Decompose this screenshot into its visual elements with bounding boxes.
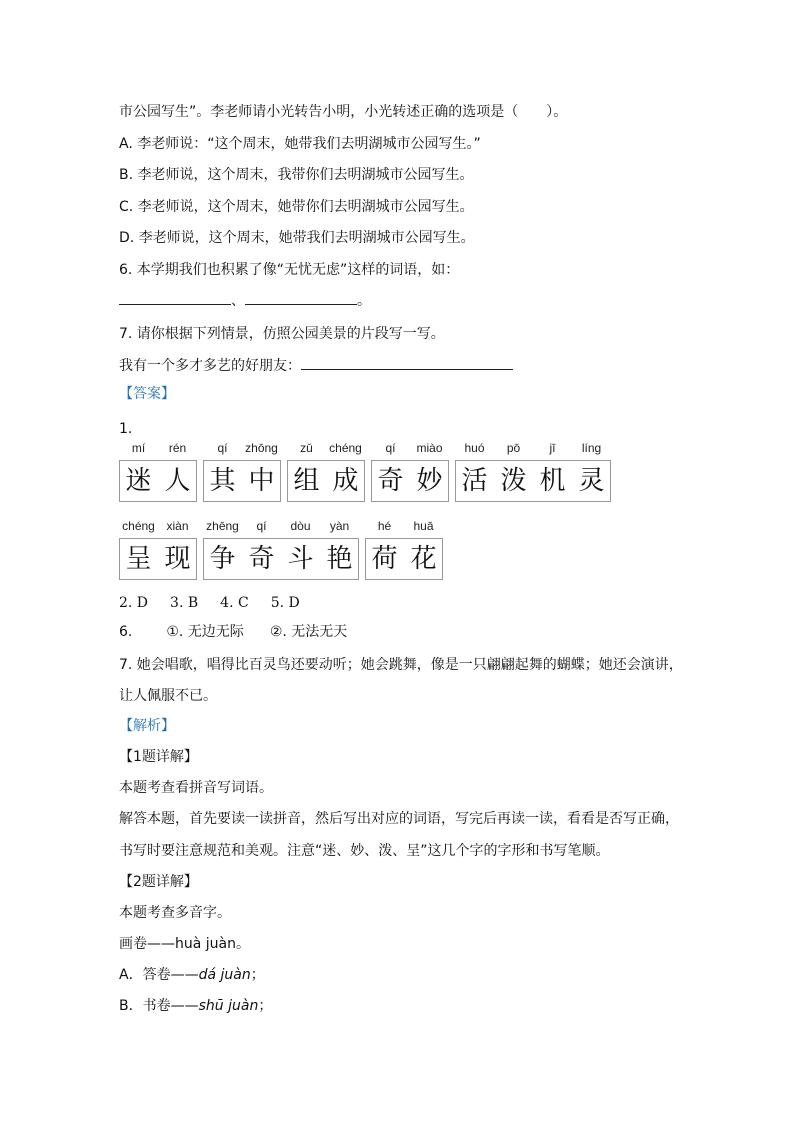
hanzi-char: 其 [209,466,236,496]
pinyin-label: miào [416,441,443,455]
char-cell [158,440,197,496]
word-group [119,518,197,574]
hanzi-char: 组 [293,466,320,496]
detail1-p1: 本题考查看拼音写词语。 [119,780,273,796]
word-group [203,440,281,496]
hanzi-char: 迷 [125,466,152,496]
q7-prompt: 我有一个多才多艺的好朋友： [119,358,301,374]
option-a-end: ； [250,967,265,983]
char-cell [242,440,281,496]
word-group [455,440,611,496]
char-cell [326,440,365,496]
blank-end: 。 [357,293,371,309]
answer6-a: ①. 无边无际 [166,624,244,640]
q5-stem-tail: 市公园写生”。李老师请小光转告小明，小光转述正确的选项是（ ）。 [119,104,568,120]
char-cell [119,440,158,496]
q7-prompt-line [119,355,513,376]
char-cell [533,440,572,496]
pinyin-label: yàn [329,519,350,533]
char-cell [410,440,449,496]
option-a-pinyin: dá juàn [198,967,251,983]
char-cell [203,518,242,574]
word-group [287,440,365,496]
pinyin-label: líng [581,441,602,455]
pinyin-label: chéng [329,441,362,455]
answer-blank [301,355,513,370]
detail2-p4 [119,996,272,1016]
q5-option-d: D. 李老师说，这个周末，她带我们去明湖城市公园写生。 [119,230,475,246]
word-group [365,518,443,574]
detail2-p3 [119,965,265,985]
hanzi-char: 妙 [416,466,443,496]
q5-option-c: C. 李老师说，这个周末，她带你们去明湖城市公园写生。 [119,199,474,215]
char-cell [119,518,158,574]
answer-4: 4. C [220,595,249,611]
detail1-heading: 【1题详解】 [119,749,198,765]
option-a-text: A．答卷—— [119,967,199,983]
answer-3: 3. B [170,595,199,611]
pinyin-label: jī [549,441,556,455]
answer6 [119,622,347,642]
hanzi-char: 斗 [287,544,314,574]
answer7-line2: 让人佩服不已。 [119,688,217,704]
hanzi-char: 花 [410,544,437,574]
hanzi-char: 奇 [248,544,275,574]
pinyin-label: zǔ [300,441,313,455]
option-b-pinyin: shū juàn [198,998,259,1014]
hanzi-char: 呈 [125,544,152,574]
hanzi-char: 泼 [500,466,527,496]
pinyin-label: xiàn [166,519,189,533]
word-group [119,440,197,496]
answers-2-5 [119,593,300,613]
q5-option-a: A. 李老师说：“这个周末，她带我们去明湖城市公园写生。” [119,136,481,152]
detail1-p3: 书写时要注意规范和美观。注意“迷、妙、泼、呈”这几个字的字形和书写笔顺。 [119,843,610,859]
hanzi-char: 活 [461,466,488,496]
pinyin-label: zhēng [206,519,239,533]
answer-5: 5. D [270,595,300,611]
pinyin-label: qí [217,441,228,455]
char-cell [365,518,404,574]
char-cell [404,518,443,574]
pinyin-label: pō [506,441,521,455]
option-b-end: ； [258,998,273,1014]
hanzi-char: 现 [164,544,191,574]
pinyin-label: hé [377,519,392,533]
char-cell [455,440,494,496]
word-group [203,518,359,574]
pinyin-label: huā [413,519,434,533]
char-cell [242,518,281,574]
analysis-heading: 【解析】 [119,718,175,734]
char-cell [572,440,611,496]
char-cell [203,440,242,496]
hanzi-char: 艳 [326,544,353,574]
answer1-label: 1. [119,421,133,437]
q5-option-b: B. 李老师说，这个周末，我带你们去明湖城市公园写生。 [119,167,474,183]
pinyin-label: chéng [122,519,155,533]
hanzi-char: 成 [332,466,359,496]
hanzi-char: 争 [209,544,236,574]
pinyin-label: huó [464,441,485,455]
q7-stem: 7. 请你根据下列情景，仿照公园美景的片段写一写。 [119,326,445,342]
hanzi-char: 奇 [377,466,404,496]
char-cell [281,518,320,574]
hanzi-char: 机 [539,466,566,496]
pinyin-label: qí [256,519,267,533]
answer6-label: 6. [119,624,133,640]
char-cell [494,440,533,496]
hanzi-char: 人 [164,466,191,496]
detail1-p2: 解答本题，首先要读一读拼音，然后写出对应的词语，写完后再读一读，看看是否写正确， [119,811,679,827]
option-b-text: B．书卷—— [119,998,199,1014]
pinyin-row-2 [119,518,449,574]
char-cell [158,518,197,574]
word-group [371,440,449,496]
detail2-p1: 本题考查多音字。 [119,905,231,921]
pinyin-row-1 [119,440,617,496]
pinyin-label: dòu [290,519,311,533]
answer-blank [119,290,231,305]
detail2-heading: 【2题详解】 [119,874,198,890]
answer-blank [245,290,357,305]
char-cell [320,518,359,574]
q6-stem: 6. 本学期我们也积累了像“无忧无虑”这样的词语，如： [119,262,460,278]
hanzi-char: 中 [248,466,275,496]
pinyin-label: mí [131,441,146,455]
detail2-p2: 画卷——huà juàn。 [119,936,250,952]
pinyin-label: qí [385,441,396,455]
answer-heading: 【答案】 [119,386,175,402]
blank-separator: 、 [231,293,245,309]
q6-blanks [119,290,371,311]
answer7-line1: 7. 她会唱歌，唱得比百灵鸟还要动听；她会跳舞，像是一只翩翩起舞的蝴蝶；她还会演讲， [119,657,683,673]
hanzi-char: 灵 [578,466,605,496]
answer-2: 2. D [119,595,149,611]
pinyin-label: rén [168,441,187,455]
hanzi-char: 荷 [371,544,398,574]
answer6-b: ②. 无法无天 [269,624,348,640]
pinyin-label: zhōng [245,441,278,455]
char-cell [371,440,410,496]
char-cell [287,440,326,496]
